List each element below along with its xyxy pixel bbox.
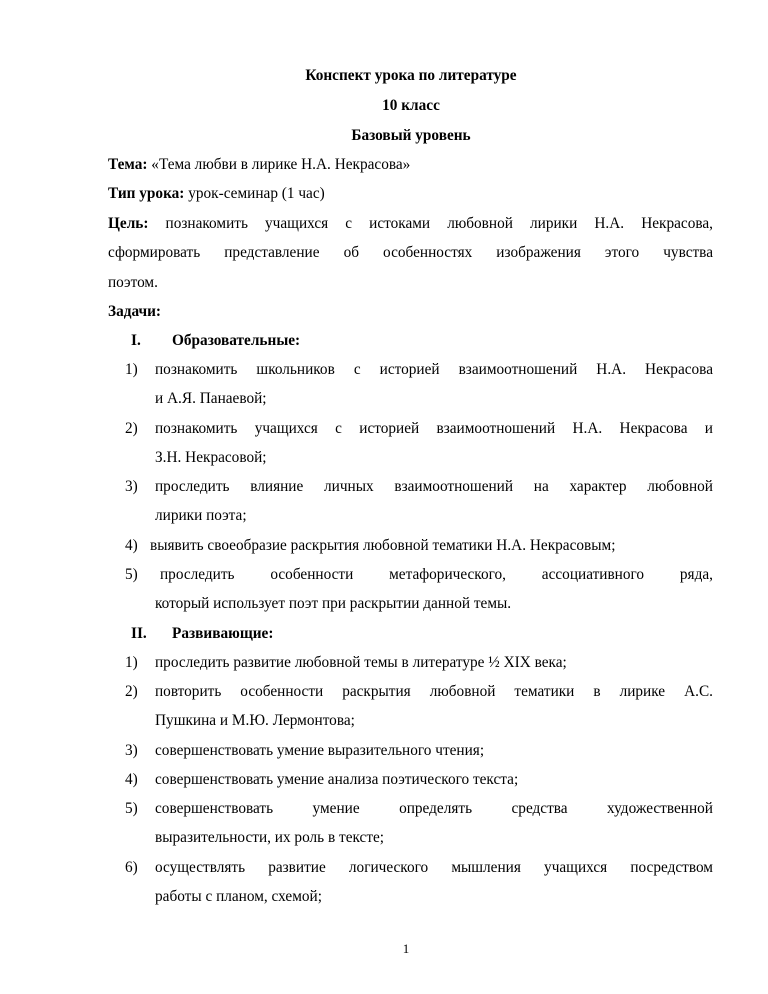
section-2-numeral: II. (131, 625, 147, 642)
task-1-2-number: 2) (125, 420, 138, 437)
goal-line-2: сформировать представление об особенностях изображения этого чувства (108, 244, 713, 261)
task-2-5-line-1: совершенствовать умение определять средства художественной (155, 800, 713, 817)
task-1-1-line-1: познакомить школьников с историей взаимоотношений Н.А. Некрасова (155, 361, 713, 378)
task-1-2-line-2: З.Н. Некрасовой; (155, 449, 267, 466)
task-1-1-number: 1) (125, 361, 138, 378)
task-2-3-line-1: совершенствовать умение выразительного чтения; (155, 742, 485, 759)
page-number: 1 (402, 941, 410, 956)
task-2-4-line-1: совершенствовать умение анализа поэтического текста; (155, 771, 519, 788)
task-1-3-number: 3) (125, 478, 138, 495)
goal-line-1 (108, 216, 713, 231)
section-1-numeral: I. (131, 332, 141, 349)
doc-grade: 10 класс (382, 97, 440, 114)
section-2-title: Развивающие: (172, 625, 274, 642)
task-2-5-line-2: выразительности, их роль в тексте; (155, 829, 385, 846)
task-1-4-line-1: выявить своеобразие раскрытия любовной тематики Н.А. Некрасовым; (150, 537, 616, 554)
task-1-2-line-1: познакомить учащихся с историей взаимоотношений Н.А. Некрасова и (155, 420, 713, 437)
task-2-2-line-2: Пушкина и М.Ю. Лермонтова; (155, 712, 355, 729)
topic-label: Тема: (108, 156, 148, 173)
lesson-type-label: Тип урока: (108, 185, 185, 202)
lesson-type-value: урок-семинар (1 час) (188, 185, 325, 202)
task-1-4-number: 4) (125, 537, 138, 554)
task-1-5-line-1: проследить особенности метафорического, ассоциативного ряда, (160, 566, 713, 583)
topic-line (108, 157, 410, 172)
task-2-1-number: 1) (125, 654, 138, 671)
task-2-2-number: 2) (125, 683, 138, 700)
task-2-4-number: 4) (125, 771, 138, 788)
goal-line-3: поэтом. (108, 274, 158, 291)
task-1-5-number: 5) (125, 566, 138, 583)
task-2-6-line-1: осуществлять развитие логического мышления учащихся посредством (155, 859, 713, 876)
task-1-1-line-2: и А.Я. Панаевой; (155, 390, 267, 407)
doc-title: Конспект урока по литературе (305, 67, 517, 84)
topic-value: «Тема любви в лирике Н.А. Некрасова» (151, 156, 411, 173)
task-2-6-line-2: работы с планом, схемой; (155, 888, 322, 905)
task-1-5-line-2: который использует поэт при раскрытии данной темы. (155, 595, 512, 612)
task-2-1-line-1: проследить развитие любовной темы в литературе ½ XIX века; (155, 654, 567, 671)
task-1-3-line-1: проследить влияние личных взаимоотношений на характер любовной (155, 478, 713, 495)
task-1-3-line-2: лирики поэта; (155, 507, 247, 524)
tasks-heading: Задачи: (108, 303, 162, 320)
section-1-title: Образовательные: (172, 332, 301, 349)
task-2-3-number: 3) (125, 742, 138, 759)
lesson-type-line (108, 186, 325, 201)
task-2-6-number: 6) (125, 859, 138, 876)
task-2-5-number: 5) (125, 800, 138, 817)
goal-text-1: познакомить учащихся с истоками любовной лирики Н.А. Некрасова, (165, 215, 713, 232)
goal-label: Цель: (108, 215, 149, 232)
doc-level: Базовый уровень (351, 127, 471, 144)
task-2-2-line-1: повторить особенности раскрытия любовной тематики в лирике А.С. (155, 683, 713, 700)
